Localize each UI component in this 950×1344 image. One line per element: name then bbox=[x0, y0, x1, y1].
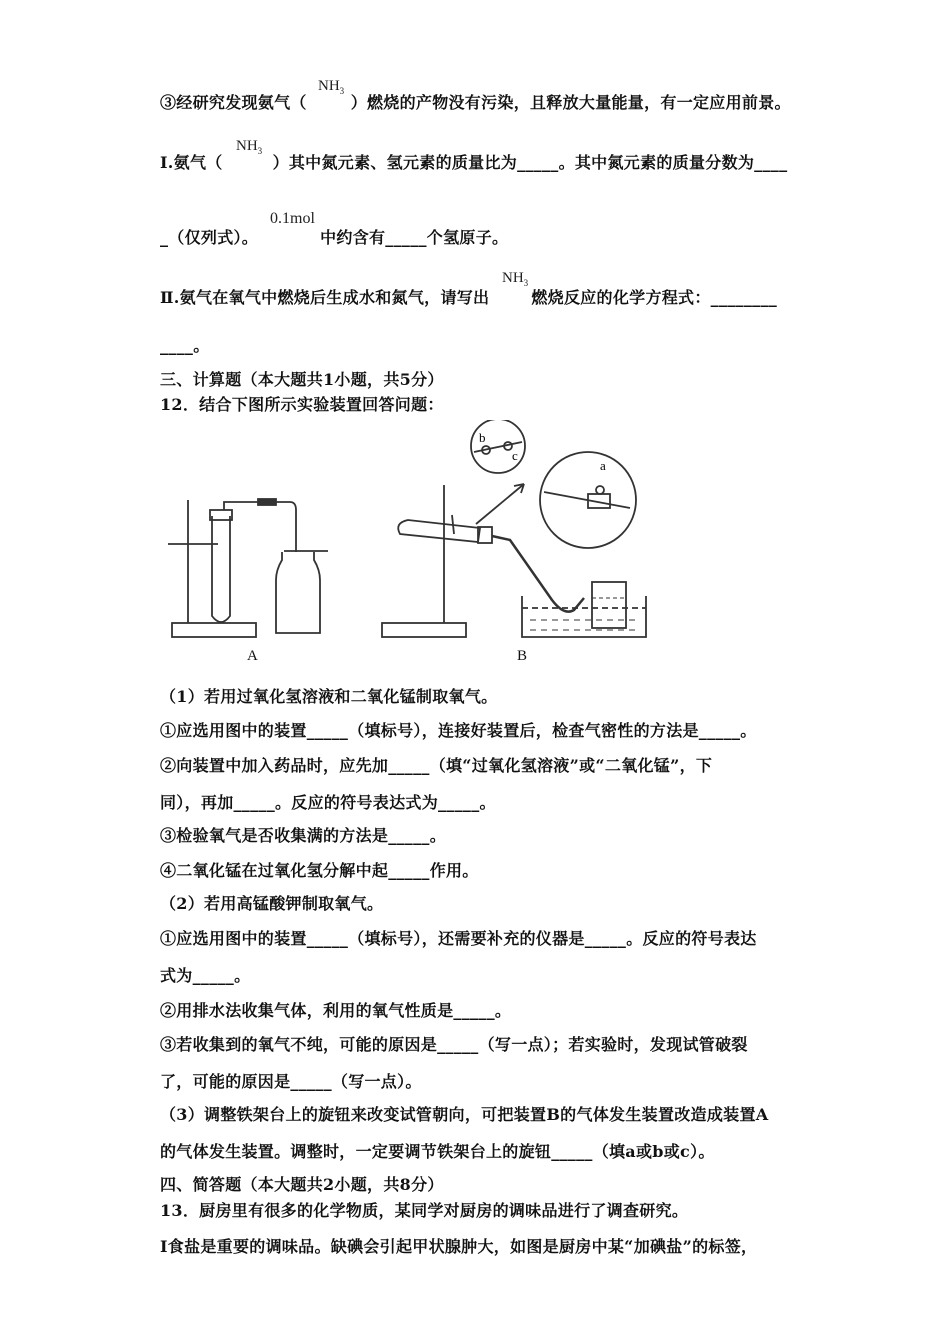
q13-part1: Ⅰ食盐是重要的调味品。缺碘会引起甲状腺肿大，如图是厨房中某“加碘盐”的标签， bbox=[160, 1237, 758, 1256]
q12-part2-item3-cont: 了，可能的原因是_____（写一点）。 bbox=[160, 1072, 422, 1091]
gas-bottle-a bbox=[276, 552, 320, 633]
nh3-formula: $NH_3$ bbox=[502, 270, 529, 288]
section-3-heading: 三、计算题（本大题共1小题，共5分） bbox=[160, 370, 444, 389]
q12-part2-item2: ②用排水法收集气体，利用的氧气性质是_____。 bbox=[160, 1001, 512, 1020]
q12-part1-item3: ③检验氧气是否收集满的方法是_____。 bbox=[160, 826, 447, 845]
clamp-b bbox=[452, 515, 454, 534]
stopper-a bbox=[210, 510, 232, 520]
water-trough-b bbox=[522, 596, 646, 637]
figure-label-b: B bbox=[517, 648, 528, 664]
collecting-bottle-b bbox=[592, 582, 626, 628]
knob-a-label: a bbox=[600, 458, 606, 473]
q12-title: 12．结合下图所示实验装置回答问题： bbox=[160, 395, 444, 414]
stand-base-b bbox=[382, 623, 466, 637]
mol-quantity: 0.1mol bbox=[270, 210, 315, 227]
q12-part1-item2-cont: 同），再加_____。反应的符号表达式为_____。 bbox=[160, 793, 496, 812]
q12-part3-cont: 的气体发生装置。调整时，一定要调节铁架台上的旋钮_____（填a或b或c）。 bbox=[160, 1142, 715, 1161]
stand-base-a bbox=[172, 623, 256, 637]
test-tube-a bbox=[212, 516, 230, 622]
tube-joint-a bbox=[258, 499, 276, 505]
apparatus-figure bbox=[160, 420, 810, 675]
q12-part3: （3）调整铁架台上的旋钮来改变试管朝向，可把装置B的气体发生装置改造成装置A bbox=[160, 1105, 769, 1124]
q13-title: 13．厨房里有很多的化学物质，某同学对厨房的调味品进行了调查研究。 bbox=[160, 1201, 689, 1220]
delivery-tube-a bbox=[224, 502, 296, 552]
knob-a bbox=[596, 486, 604, 494]
q12-part2-item3: ③若收集到的氧气不纯，可能的原因是_____（写一点）；若实验时，发现试管破裂 bbox=[160, 1035, 748, 1054]
inset-tube bbox=[544, 492, 630, 508]
q11-line-4: Ⅱ.氨气在氧气中燃烧后生成水和氮气，请写出 燃烧反应的化学方程式：________ bbox=[160, 288, 778, 307]
figure-label-a: A bbox=[247, 648, 258, 664]
nh3-formula: $NH_3$ bbox=[318, 78, 345, 96]
q12-part2-item1-cont: 式为_____。 bbox=[160, 966, 251, 985]
delivery-hose-b bbox=[492, 536, 584, 612]
q12-part1-item2: ②向装置中加入药品时，应先加_____（填“过氧化氢溶液”或“二氧化锰”，下 bbox=[160, 756, 713, 775]
q12-part2-item1: ①应选用图中的装置_____（填标号），还需要补充的仪器是_____。反应的符号表达 bbox=[160, 929, 757, 948]
q11-line-2: Ⅰ.氨气（ ）其中氮元素、氢元素的质量比为_____。其中氮元素的质量分数为____ bbox=[160, 153, 788, 172]
q12-part1-item4: ④二氧化锰在过氧化氢分解中起_____作用。 bbox=[160, 861, 479, 880]
knob-b-label: b bbox=[479, 430, 486, 445]
knob-c-label: c bbox=[512, 448, 518, 463]
section-4-heading: 四、简答题（本大题共2小题，共8分） bbox=[160, 1175, 444, 1194]
q12-part1-item1: ①应选用图中的装置_____（填标号），连接好装置后，检查气密性的方法是_____。 bbox=[160, 721, 757, 740]
q12-part2: （2）若用高锰酸钾制取氧气。 bbox=[160, 894, 384, 913]
nh3-formula: $NH_3$ bbox=[236, 138, 263, 156]
q12-part1: （1）若用过氧化氢溶液和二氧化锰制取氧气。 bbox=[160, 687, 498, 706]
q11-line-5: ____。 bbox=[160, 336, 210, 355]
q11-line-1: ③经研究发现氨气（ ）燃烧的产物没有污染，且释放大量能量，有一定应用前景。 bbox=[160, 93, 791, 112]
q11-line-3: _（仅列式）。 中约含有_____个氢原子。 bbox=[160, 228, 509, 247]
test-tube-b bbox=[398, 520, 480, 542]
zoom-arrow bbox=[476, 484, 524, 524]
